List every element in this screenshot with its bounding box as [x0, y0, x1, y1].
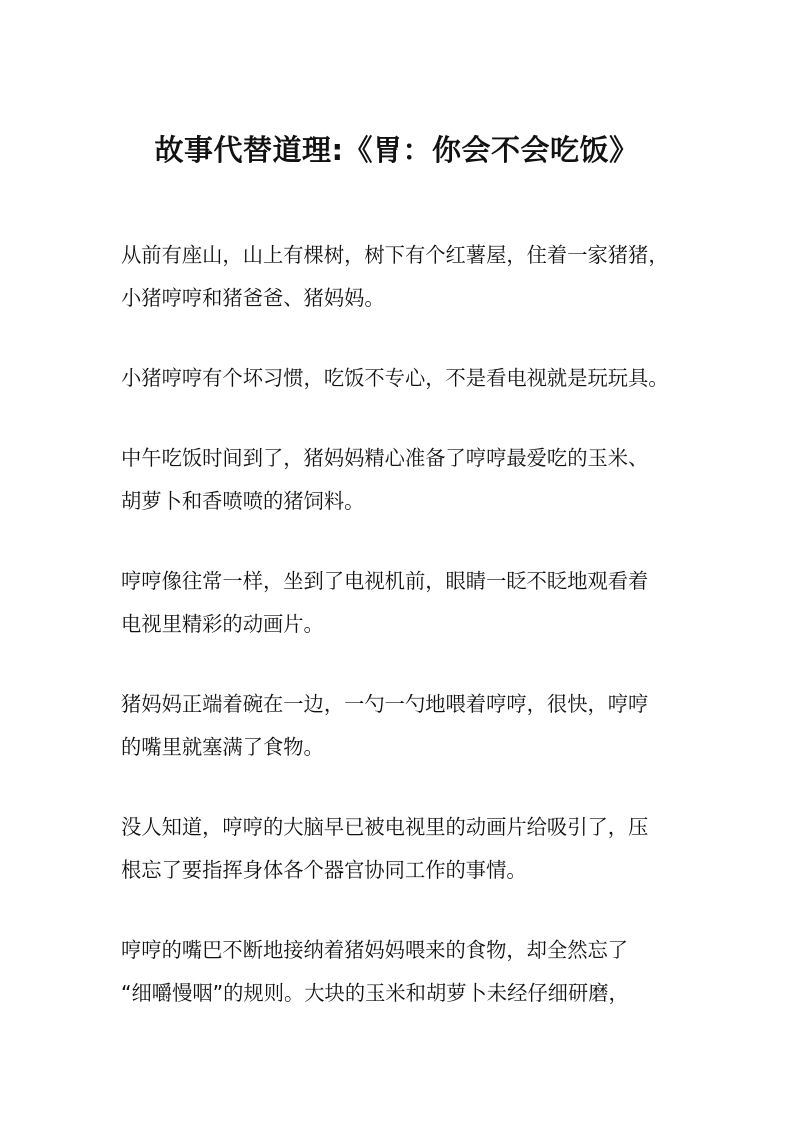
paragraph-line: 没人知道，哼哼的大脑早已被电视里的动画片给吸引了，压	[121, 815, 649, 839]
paragraph	[121, 683, 681, 769]
page-title: 故事代替道理:《胃：你会不会吃饭》	[154, 133, 639, 167]
paragraph-line: 小猪哼哼有个坏习惯，吃饭不专心，不是看电视就是玩玩具。	[121, 366, 669, 390]
paragraph-line: 的嘴里就塞满了食物。	[121, 735, 324, 759]
paragraph-line: “细嚼慢咽”的规则。大块的玉米和胡萝卜未经仔细研磨，	[121, 981, 629, 1005]
document-body	[121, 234, 681, 1052]
paragraph	[121, 437, 681, 523]
paragraph	[121, 357, 681, 400]
paragraph	[121, 560, 681, 646]
paragraph-line: 根忘了要指挥身体各个器官协同工作的事情。	[121, 858, 527, 882]
paragraph-line: 胡萝卜和香喷喷的猪饲料。	[121, 489, 365, 513]
paragraph	[121, 234, 681, 320]
paragraph-line: 小猪哼哼和猪爸爸、猪妈妈。	[121, 286, 385, 310]
paragraph-line: 电视里精彩的动画片。	[121, 612, 324, 636]
paragraph-line: 从前有座山，山上有棵树，树下有个红薯屋，住着一家猪猪，	[121, 243, 669, 267]
paragraph	[121, 929, 681, 1015]
paragraph-line: 哼哼像往常一样，坐到了电视机前，眼睛一眨不眨地观看着	[121, 569, 649, 593]
paragraph-line: 中午吃饭时间到了，猪妈妈精心准备了哼哼最爱吃的玉米、	[121, 446, 649, 470]
paragraph	[121, 806, 681, 892]
paragraph-line: 哼哼的嘴巴不断地接纳着猪妈妈喂来的食物，却全然忘了	[121, 938, 629, 962]
paragraph-line: 猪妈妈正端着碗在一边，一勺一勺地喂着哼哼，很快，哼哼	[121, 692, 649, 716]
